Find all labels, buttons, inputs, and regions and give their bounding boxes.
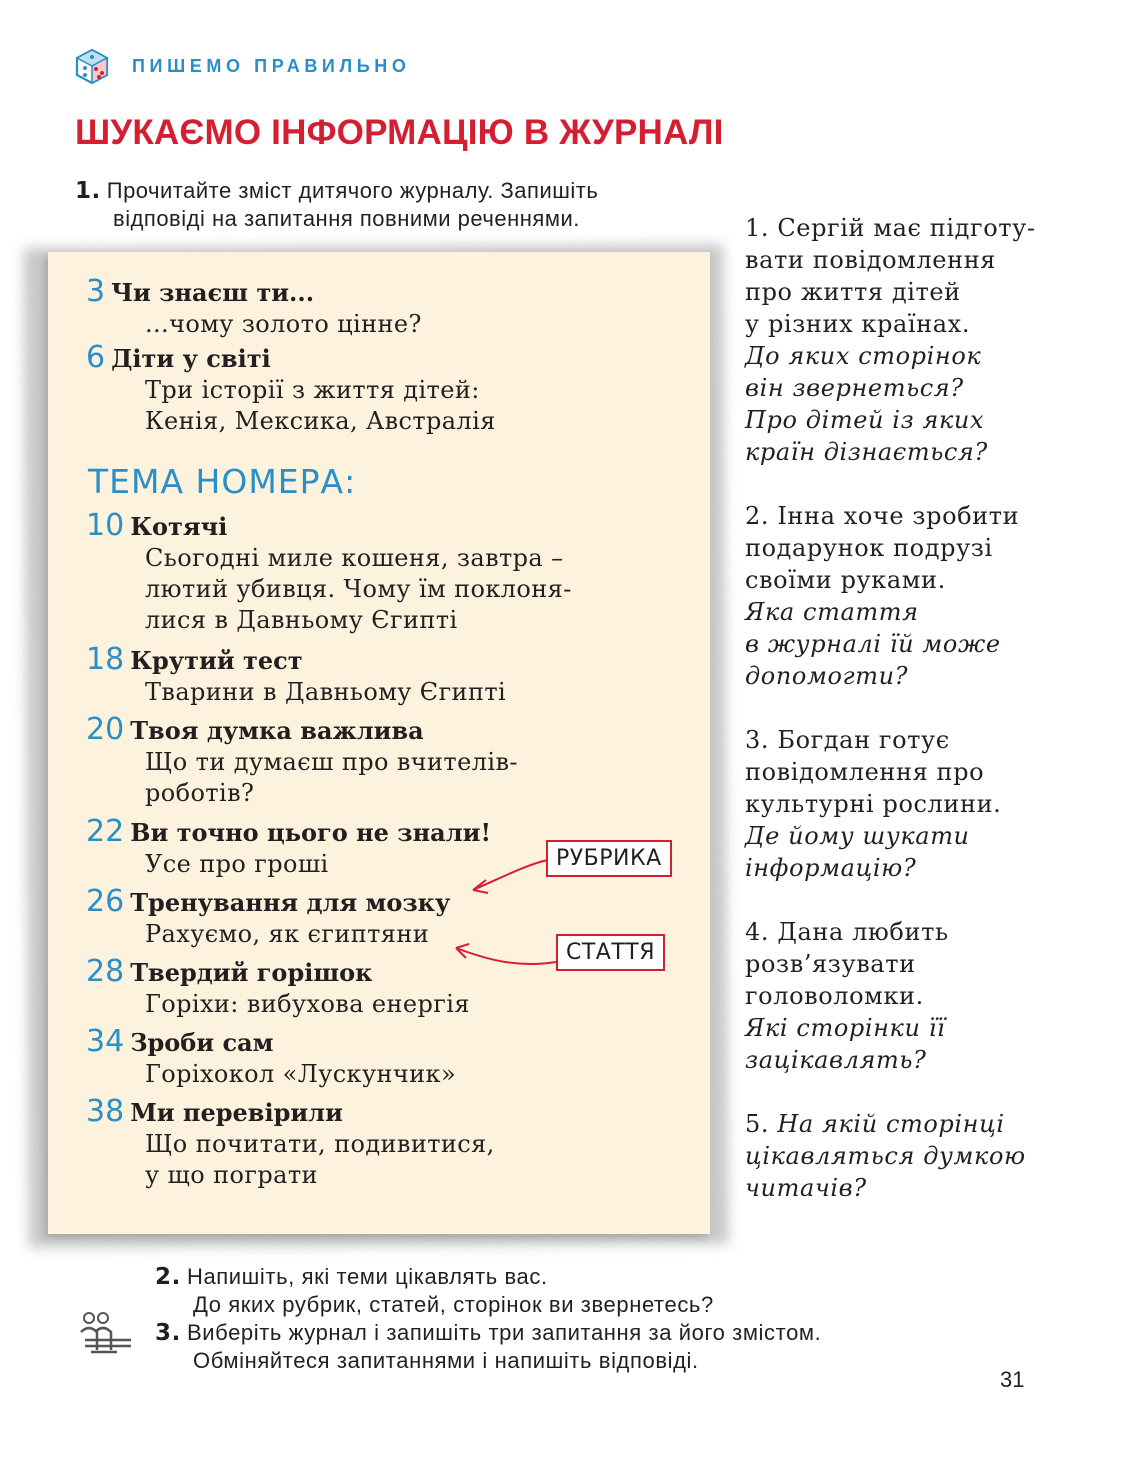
toc-entry-title: Ми перевірили — [130, 1098, 343, 1127]
task-text: Обміняйтеся запитаннями і напишіть відповіді. — [193, 1348, 699, 1373]
toc-entry-description: Що ти думаєш про вчителів- — [145, 748, 518, 776]
task-number: 1. — [75, 178, 101, 204]
question-prompt: Яка стаття — [745, 598, 919, 626]
toc-entry-description: Усе про гроші — [145, 850, 329, 878]
toc-entry-description: Сьогодні миле кошеня, завтра – — [145, 544, 564, 572]
toc-page-number: 10 — [86, 508, 125, 543]
toc-entry-title: Тренування для мозку — [130, 888, 451, 917]
question-3 — [745, 724, 1095, 884]
toc-entry-description: Три історії з життя дітей: — [145, 376, 480, 404]
toc-entry-description: Що почитати, подивитися, — [145, 1130, 495, 1158]
toc-entry-header — [86, 1094, 700, 1129]
toc-page-number: 18 — [86, 642, 125, 677]
question-prompt — [745, 1108, 1095, 1140]
toc-entry-title: Зроби сам — [130, 1028, 274, 1057]
page-number: 31 — [1000, 1367, 1025, 1392]
question-prompt: в журналі їй може — [745, 630, 1001, 658]
dice-icon — [74, 48, 110, 84]
toc-entry-title: Крутий тест — [130, 646, 303, 675]
toc-entry — [86, 508, 700, 636]
question-2 — [745, 500, 1095, 692]
question-1 — [745, 212, 1095, 468]
toc-page-number: 26 — [86, 884, 125, 919]
task-number: 2. — [155, 1264, 181, 1290]
toc-entry-title: Ви точно цього не знали! — [130, 818, 491, 847]
toc-entry-title: Котячі — [130, 512, 228, 541]
question-text: розв’язувати — [745, 950, 916, 978]
section-header — [74, 48, 410, 84]
task-text: До яких рубрик, статей, сторінок ви звернетесь? — [193, 1292, 714, 1317]
question-text: вати повідомлення — [745, 246, 997, 274]
toc-entry-header — [86, 274, 700, 309]
toc-entry-description: Тварини в Давньому Єгипті — [145, 678, 507, 706]
toc-entry-header — [86, 642, 700, 677]
page-title: ШУКАЄМО ІНФОРМАЦІЮ В ЖУРНАЛІ — [75, 113, 724, 152]
toc-entry-description: Горіхокол «Лускунчик» — [145, 1060, 457, 1088]
toc-entry-description: у що пограти — [145, 1161, 318, 1189]
question-text: 1. Сергій має підготу- — [745, 214, 1036, 242]
toc-entry — [86, 1024, 700, 1090]
question-prompt: країн дізнається? — [745, 438, 988, 466]
task-1 — [75, 177, 715, 233]
toc-entry-header — [86, 340, 700, 375]
question-text: 4. Дана любить — [745, 918, 949, 946]
toc-page-number: 22 — [86, 814, 125, 849]
toc-page-number: 34 — [86, 1024, 125, 1059]
toc-page-number: 20 — [86, 712, 125, 747]
toc-entry-description: Горіхи: вибухова енергія — [145, 990, 470, 1018]
toc-entry-header — [86, 884, 700, 919]
task-text: відповіді на запитання повними реченнями. — [113, 206, 580, 231]
task-text: Прочитайте зміст дитячого журналу. Запишіть — [106, 178, 599, 203]
question-prompt: інформацію? — [745, 854, 917, 882]
section-label: ПИШЕМО ПРАВИЛЬНО — [132, 55, 411, 76]
question-text: 3. Богдан готує — [745, 726, 950, 754]
toc-entry — [86, 712, 700, 809]
question-text: культурні рослини. — [745, 790, 1002, 818]
question-prompt: він звернеться? — [745, 374, 964, 402]
question-prompt: цікавляться думкою — [745, 1142, 1026, 1170]
theme-heading: ТЕМА НОМЕРА: — [88, 462, 357, 501]
toc-page-number: 3 — [86, 274, 106, 309]
toc-page-number: 28 — [86, 954, 125, 989]
toc-entry-title: Чи знаєш ти... — [111, 278, 315, 307]
question-4 — [745, 916, 1095, 1076]
toc-entry-title: Твоя думка важлива — [130, 716, 424, 745]
question-prompt: Де йому шукати — [745, 822, 970, 850]
group-work-icon — [77, 1310, 135, 1360]
toc-entry-description: роботів? — [145, 779, 255, 807]
magazine-contents-card — [48, 252, 710, 1234]
question-text: головоломки. — [745, 982, 924, 1010]
bottom-tasks — [155, 1263, 1055, 1375]
toc-entry — [86, 642, 700, 708]
task-number: 3. — [155, 1320, 181, 1346]
question-text: подарунок подрузі — [745, 534, 993, 562]
question-prompt: зацікавлять? — [745, 1046, 927, 1074]
toc-entry-description: Кенія, Мексика, Австралія — [145, 407, 496, 435]
toc-entry-title: Твердий горішок — [130, 958, 373, 987]
toc-entry-title: Діти у світі — [111, 344, 271, 373]
question-text: 2. Інна хоче зробити — [745, 502, 1020, 530]
toc-entry-header — [86, 508, 700, 543]
questions-column — [745, 212, 1095, 1236]
question-prompt: допомогти? — [745, 662, 909, 690]
question-text: у різних країнах. — [745, 310, 971, 338]
question-text: повідомлення про — [745, 758, 985, 786]
toc-entry-description: лютий убивця. Чому їм поклоня- — [145, 575, 572, 603]
toc-entry-description: Рахуємо, як єгиптяни — [145, 920, 430, 948]
question-5 — [745, 1108, 1095, 1204]
callout-rubric: РУБРИКА — [546, 840, 672, 877]
table-of-contents — [48, 252, 710, 1234]
toc-entry — [86, 340, 700, 437]
task-text: Напишіть, які теми цікавлять вас. — [186, 1264, 548, 1289]
toc-entry-header — [86, 1024, 700, 1059]
toc-page-number: 38 — [86, 1094, 125, 1129]
question-prompt: Які сторінки її — [745, 1014, 946, 1042]
toc-entry — [86, 1094, 700, 1191]
question-prompt: читачів? — [745, 1174, 867, 1202]
toc-entry-description: лися в Давньому Єгипті — [145, 606, 458, 634]
task-text: Виберіть журнал і запишіть три запитання за його змістом. — [186, 1320, 822, 1345]
question-number: 5. — [745, 1110, 778, 1138]
question-prompt: До яких сторінок — [745, 342, 982, 370]
toc-entry-header — [86, 712, 700, 747]
question-prompt-text: На якій сторінці — [777, 1110, 1005, 1138]
question-text: своїми руками. — [745, 566, 946, 594]
callout-article: СТАТТЯ — [556, 934, 665, 971]
question-prompt: Про дітей із яких — [745, 406, 985, 434]
question-text: про життя дітей — [745, 278, 961, 306]
toc-page-number: 6 — [86, 340, 106, 375]
toc-entry-description: ...чому золото цінне? — [145, 310, 422, 338]
toc-entry — [86, 274, 700, 340]
